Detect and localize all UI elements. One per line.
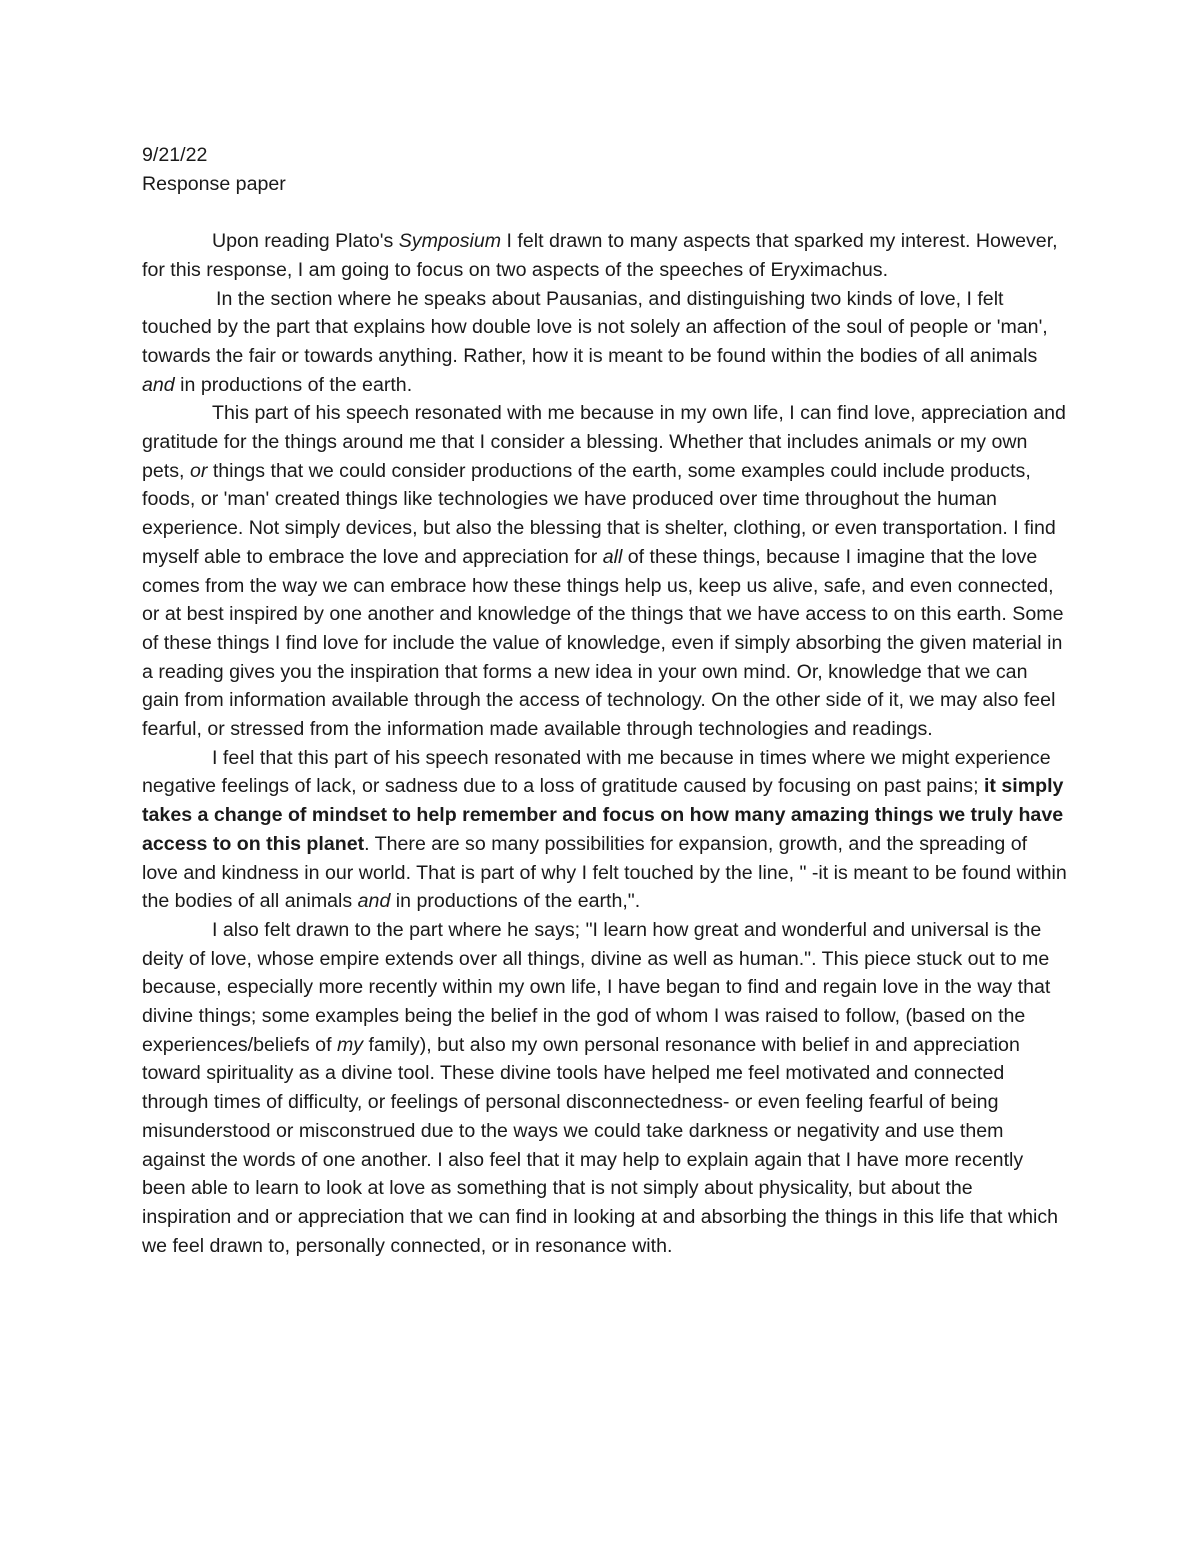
document-title: Response paper bbox=[142, 172, 286, 195]
paragraph-5-italic-my: my bbox=[336, 1033, 364, 1056]
date-line: 9/21/22 bbox=[142, 144, 208, 166]
paragraph-3-italic-all: all bbox=[602, 545, 623, 568]
paragraph-3 bbox=[142, 399, 1067, 743]
paragraph-4-text-c: . There are so many possibilities for expansion, growth, and the spreading of love and kindness in our world. That is part of why I felt touched by the line, " -it is meant to be found within the bodies of all animals bbox=[142, 832, 1067, 913]
blank-line bbox=[142, 198, 1067, 227]
paragraph-1-italic-title: Symposium bbox=[398, 230, 502, 253]
paragraph-2 bbox=[142, 285, 1067, 400]
paragraph-2-text-c: in productions of the earth. bbox=[174, 373, 413, 396]
paragraph-2-italic: and bbox=[142, 373, 175, 396]
paragraph-5-text-a: I also felt drawn to the part where he says; "I learn how great and wonderful and universal is the deity of love, whose empire extends over all things, divine as well as human.". This piece stuck out to me because, especially more recently within my own life, I have began to find and regain love in the way that divine things; some examples being the belief in the god of whom I was raised to follow, (based on the experiences/beliefs of bbox=[142, 918, 1051, 1056]
paragraph-4-bold-emphasis: it simply takes a change of mindset to help remember and focus on how many amazing things we truly have access to on this planet bbox=[142, 775, 1064, 855]
paragraph-3-italic-or: or bbox=[189, 459, 208, 482]
paragraph-4-text-a: I feel that this part of his speech resonated with me because in times where we might experience negative feelings of lack, or sadness due to a loss of gratitude caused by focusing on past pains; bbox=[142, 746, 1051, 798]
paragraph-3-text-e: of these things, because I imagine that the love comes from the way we can embrace how these things help us, keep us alive, safe, and even connected, or at best inspired by one another and knowledge of the things that we have access to on this earth. Some of these things I find love for include the value of knowledge, even if simply absorbing the given material in a reading gives you the inspiration that forms a new idea in your own mind. Or, knowledge that we can gain from information available through the access of technology. On the other side of it, we may also feel fearful, or stressed from the information made available through technologies and readings. bbox=[142, 545, 1064, 741]
paragraph-2-text-a: In the section where he speaks about Pausanias, and distinguishing two kinds of love, I felt touched by the part that explains how double love is not solely an affection of the soul of people or 'man', towards the fair or towards anything. Rather, how it is meant to be found within the bodies of all animals bbox=[142, 287, 1048, 367]
paragraph-5-text-c: family), but also my own personal resonance with belief in and appreciation toward spirituality as a divine tool. These divine tools have helped me feel motivated and connected through times of difficulty, or feelings of personal disconnectedness- or even feeling fearful of being misunderstood or misconstrued due to the ways we could take darkness or negativity and use them against the words of one another. I also feel that it may help to explain again that I have more recently been able to learn to look at love as something that is not simply about physicality, but about the inspiration and or appreciation that we can find in looking at and absorbing the things in this life that which we feel drawn to, personally connected, or in resonance with. bbox=[142, 1033, 1059, 1257]
paragraph-4 bbox=[142, 744, 1067, 916]
paragraph-1-text-a: Upon reading Plato's bbox=[212, 230, 399, 253]
paragraph-4-italic-and: and bbox=[357, 890, 391, 913]
paragraph-5 bbox=[142, 916, 1067, 1260]
paragraph-3-text-c: things that we could consider productions of the earth, some examples could include products, foods, or 'man' created things like technologies we have produced over time throughout the human experience. Not simply devices, but also the blessing that is shelter, clothing, or even transportation. I find myself able to embrace the love and appreciation for bbox=[142, 459, 1056, 568]
document-body bbox=[142, 141, 1067, 1260]
paragraph-3-text-a: This part of his speech resonated with me because in my own life, I can find love, appreciation and gratitude for the things around me that I consider a blessing. Whether that includes animals or my own pets, bbox=[142, 402, 1066, 482]
paragraph-1-text-c: I felt drawn to many aspects that sparked my interest. However, for this response, I am going to focus on two aspects of the speeches of Eryximachus. bbox=[142, 230, 1058, 281]
paragraph-4-text-e: in productions of the earth,". bbox=[390, 890, 641, 913]
paragraph-1 bbox=[142, 227, 1067, 284]
